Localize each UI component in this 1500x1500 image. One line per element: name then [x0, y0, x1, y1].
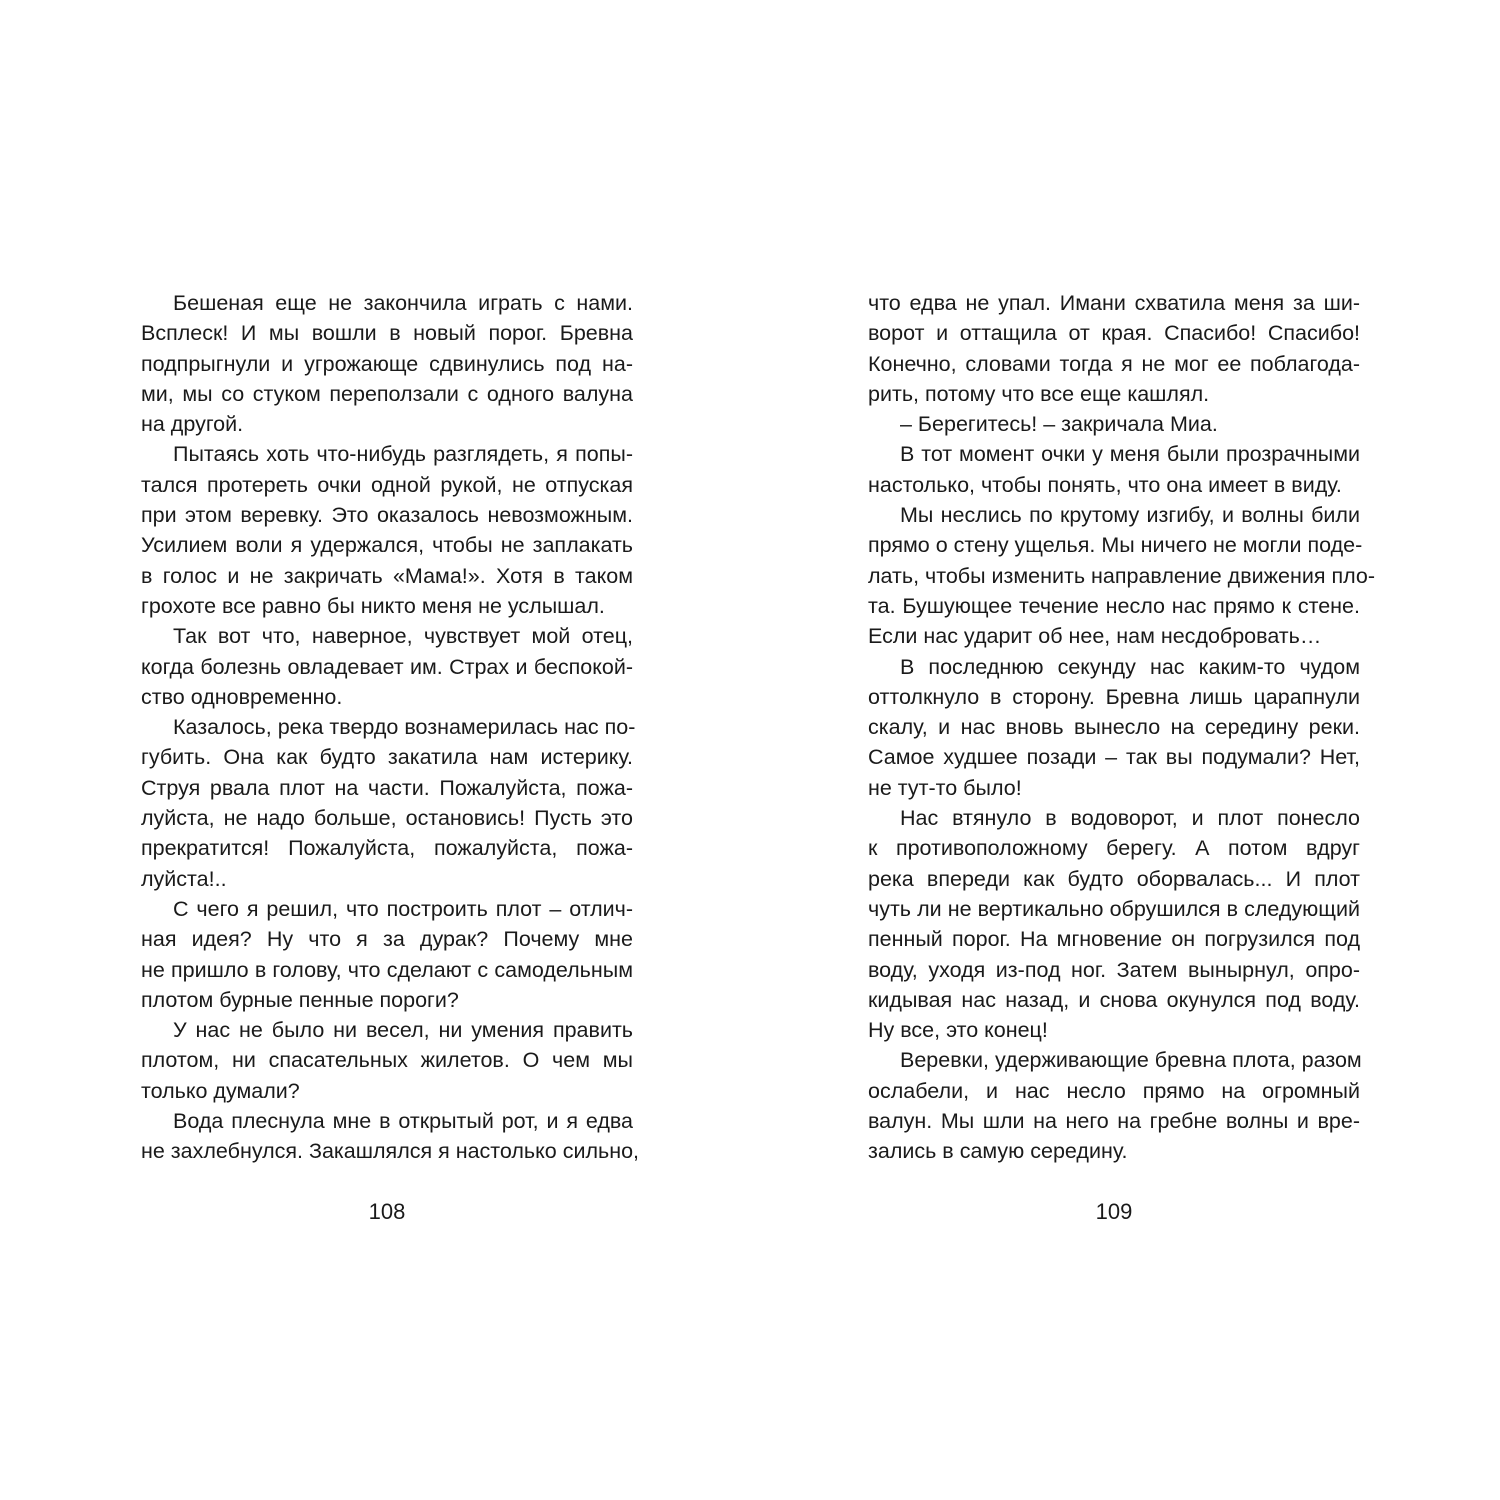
- text-line: лать, чтобы изменить направление движения пло-: [868, 563, 1376, 588]
- text-line: ослабели, и нас несло прямо на огромный: [868, 1078, 1360, 1103]
- text-line: при этом веревку. Это оказалось невозможным.: [141, 503, 633, 528]
- text-line: кидывая нас назад, и снова окунулся под воду.: [868, 987, 1360, 1012]
- page-number-left: 108: [368, 1199, 406, 1224]
- right-page-text: [868, 288, 1376, 1167]
- text-line: ми, мы со стуком переползали с одного валуна: [141, 381, 633, 406]
- text-line: грохоте все равно бы никто меня не услышал.: [141, 593, 605, 618]
- text-line: Мы неслись по крутому изгибу, и волны били: [900, 503, 1360, 528]
- text-line: ворот и оттащила от края. Спасибо! Спасибо!: [868, 321, 1360, 346]
- text-line: ство одновременно.: [141, 684, 343, 709]
- text-line: У нас не было ни весел, ни умения править: [173, 1018, 633, 1043]
- text-line: не пришло в голову, что сделают с самодельным: [141, 957, 633, 982]
- text-line: в голос и не закричать «Мама!». Хотя в таком: [141, 563, 633, 588]
- text-line: настолько, чтобы понять, что она имеет в виду.: [868, 472, 1342, 497]
- text-line: прямо о стену ущелья. Мы ничего не могли поде-: [868, 533, 1363, 558]
- text-line: подпрыгнули и угрожающе сдвинулись под на-: [141, 351, 633, 376]
- text-line: Усилием воли я удержался, чтобы не заплакать: [141, 533, 633, 558]
- text-line: на другой.: [141, 412, 244, 437]
- text-line: плотом бурные пенные пороги?: [141, 987, 459, 1012]
- text-line: Самое худшее позади – так вы подумали? Нет,: [868, 745, 1360, 770]
- text-line: луйста!..: [141, 866, 227, 891]
- text-line: Струя рвала плот на части. Пожалуйста, пожа-: [141, 775, 633, 800]
- text-line: Казалось, река твердо вознамерилась нас по-: [173, 715, 636, 740]
- text-line: Ну все, это конец!: [868, 1018, 1048, 1043]
- left-page-text: [141, 288, 640, 1167]
- text-line: губить. Она как будто закатила нам истерику.: [141, 745, 633, 770]
- text-line: В последнюю секунду нас каким-то чудом: [900, 654, 1360, 679]
- text-line: к противоположному берегу. А потом вдруг: [868, 836, 1360, 861]
- page-number-right: 109: [1095, 1199, 1133, 1224]
- text-line: В тот момент очки у меня были прозрачными: [900, 442, 1360, 467]
- text-line: воду, уходя из-под ног. Затем вынырнул, опро-: [868, 957, 1360, 982]
- text-line: что едва не упал. Имани схватила меня за ши-: [868, 291, 1360, 315]
- text-line: плотом, ни спасательных жилетов. О чем мы: [141, 1048, 633, 1073]
- text-line: Конечно, словами тогда я не мог ее поблагода-: [868, 351, 1360, 376]
- text-line: когда болезнь овладевает им. Страх и беспокой-: [141, 654, 633, 679]
- text-line: Если нас ударит об нее, нам несдобровать…: [868, 624, 1322, 649]
- text-line: Бешеная еще не закончила играть с нами.: [173, 291, 633, 315]
- text-line: пенный порог. На мгновение он погрузился под: [868, 927, 1360, 952]
- text-line: Вода плеснула мне в открытый рот, и я едва: [173, 1109, 633, 1134]
- text-line: луйста, не надо больше, остановись! Пусть это: [141, 806, 633, 831]
- text-line: зались в самую середину.: [868, 1139, 1128, 1164]
- text-line: Так вот что, наверное, чувствует мой отец,: [173, 624, 633, 649]
- text-line: не тут-то было!: [868, 775, 1022, 800]
- text-line: Пытаясь хоть что-нибудь разглядеть, я попы-: [173, 442, 633, 467]
- text-line: С чего я решил, что построить плот – отлич-: [173, 896, 633, 921]
- text-line: валун. Мы шли на него на гребне волны и вре-: [868, 1109, 1360, 1134]
- text-line: Веревки, удерживающие бревна плота, разом: [900, 1048, 1362, 1073]
- text-line: та. Бушующее течение несло нас прямо к стене.: [868, 593, 1360, 618]
- text-line: тался протереть очки одной рукой, не отпуская: [141, 472, 633, 497]
- text-line: только думали?: [141, 1078, 300, 1103]
- text-line: не захлебнулся. Закашлялся я настолько сильно,: [141, 1139, 640, 1164]
- text-line: чуть ли не вертикально обрушился в следующий: [868, 896, 1360, 921]
- text-line: ная идея? Ну что я за дурак? Почему мне: [141, 927, 633, 952]
- text-line: река впереди как будто оборвалась... И плот: [868, 866, 1360, 891]
- text-line: рить, потому что все еще кашлял.: [868, 381, 1210, 406]
- text-line: прекратится! Пожалуйста, пожалуйста, пожа-: [141, 836, 633, 861]
- text-line: – Берегитесь! – закричала Миа.: [900, 412, 1218, 437]
- text-line: оттолкнуло в сторону. Бревна лишь царапнули: [868, 684, 1360, 709]
- text-line: Всплеск! И мы вошли в новый порог. Бревна: [141, 321, 633, 346]
- text-line: Нас втянуло в водоворот, и плот понесло: [900, 806, 1360, 831]
- text-line: скалу, и нас вновь вынесло на середину реки.: [868, 715, 1360, 740]
